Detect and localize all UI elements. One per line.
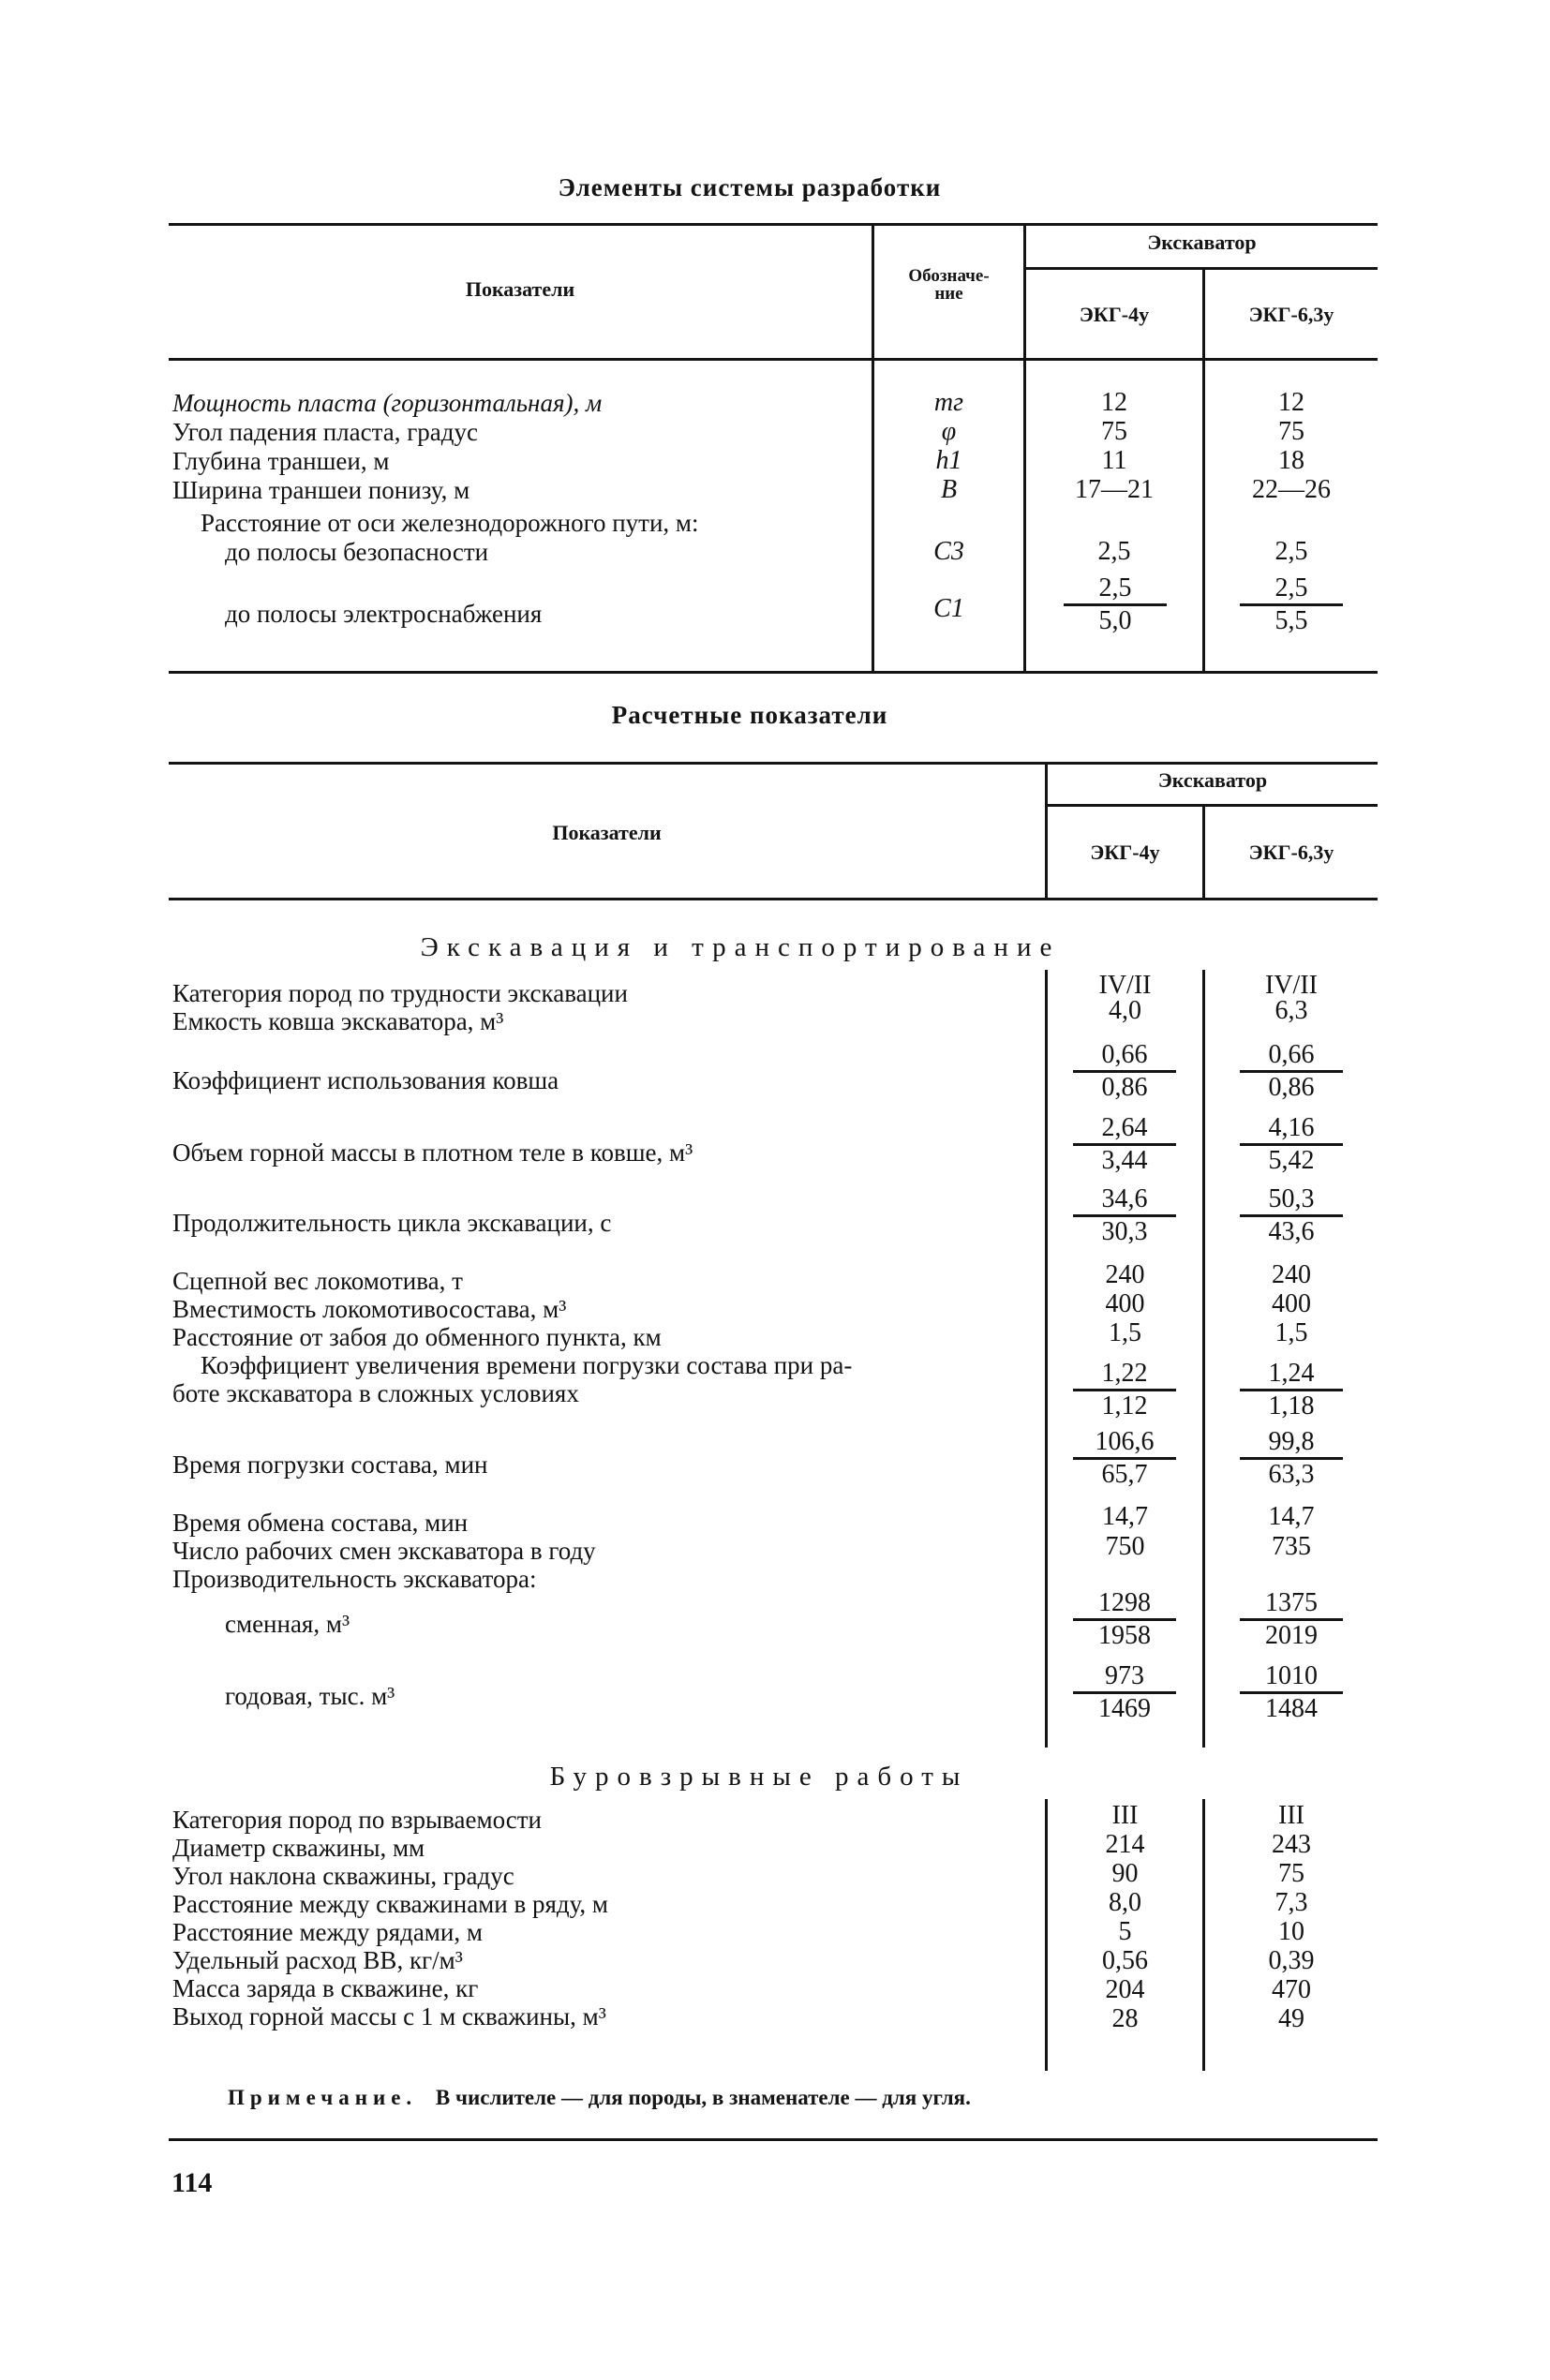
table-row-value: IV/II <box>1265 971 1318 1000</box>
table-row-value: 8,0 <box>1109 1888 1141 1917</box>
table-row-label: Ширина траншеи понизу, м <box>172 476 470 504</box>
table2-header-col1: ЭКГ-4у <box>1090 840 1160 864</box>
fraction-value: 2,64 3,44 <box>1073 1113 1176 1176</box>
table-row-value: 243 <box>1272 1830 1311 1859</box>
page-number: 114 <box>171 2167 213 2198</box>
table-row-label: до полосы безопасности <box>225 538 489 566</box>
table-row-value: 400 <box>1272 1289 1311 1318</box>
table-row-label: Расстояние между скважинами в ряду, м <box>172 1890 608 1918</box>
table-row-value: 0,39 <box>1268 1946 1315 1975</box>
table-row-value: III <box>1111 1801 1139 1830</box>
table1-header-mid-rule <box>1023 267 1378 270</box>
table-row-label: Удельный расход ВВ, кг/м³ <box>172 1946 463 1974</box>
table-row-label: Глубина траншеи, м <box>172 447 390 475</box>
table-row-value: 735 <box>1272 1532 1311 1561</box>
table1-bottom-rule <box>169 671 1378 674</box>
table-row-value: 49 <box>1278 2004 1304 2033</box>
table-row-value: 240 <box>1105 1260 1145 1289</box>
table-row-label: Время обмена состава, мин <box>172 1509 469 1537</box>
table-row-label: Продолжительность цикла экскавации, с <box>172 1209 612 1237</box>
table-row-value: 750 <box>1105 1532 1145 1561</box>
table-row-value: 12 <box>1278 388 1304 417</box>
fraction-value: 1298 1958 <box>1073 1588 1176 1651</box>
table1-col-sep-1 <box>872 223 874 671</box>
table-row-symbol: h1 <box>935 446 962 475</box>
fraction-value: 2,5 5,0 <box>1064 573 1167 636</box>
table1-header-col1: ЭКГ-4у <box>1079 303 1150 326</box>
fraction-value: 1,22 1,12 <box>1073 1359 1176 1421</box>
fraction-value: 34,6 30,3 <box>1073 1184 1176 1247</box>
fraction-value: 2,5 5,5 <box>1240 573 1343 636</box>
fraction-value: 0,66 0,86 <box>1073 1040 1176 1103</box>
table-row-symbol: φ <box>941 417 957 446</box>
table-row-label: Мощность пласта (горизонтальная), м <box>172 389 603 417</box>
table-row-value: 22—26 <box>1252 475 1331 504</box>
table-row-value: 6,3 <box>1274 996 1308 1025</box>
table-row-value: 5 <box>1118 1917 1132 1946</box>
fraction-value: 106,6 65,7 <box>1073 1427 1176 1490</box>
fraction-value: 99,8 63,3 <box>1240 1427 1343 1490</box>
fraction-value: 0,66 0,86 <box>1240 1040 1343 1103</box>
table-row-label: Производительность экскаватора: <box>172 1565 537 1593</box>
table-row-value: 11 <box>1101 446 1127 475</box>
table2-col-sep-2a <box>1202 970 1205 1748</box>
table2-header-mid-rule <box>1045 804 1378 807</box>
table1-title: Элементы системы разработки <box>558 173 942 201</box>
footnote-text: В числителе — для породы, в знаменателе — для угля. <box>435 2086 971 2109</box>
section-heading: Экскавация и транспортирование <box>420 932 1061 962</box>
table2-header-col2: ЭКГ-6,3у <box>1248 840 1334 864</box>
footnote <box>228 2086 971 2110</box>
fraction-value: 1010 1484 <box>1240 1661 1343 1724</box>
table-row-value: 14,7 <box>1268 1502 1315 1531</box>
footnote-prefix: Примечание. <box>228 2086 418 2109</box>
table-row-label: Угол падения пласта, градус <box>172 418 479 446</box>
table-row-value: 28 <box>1111 2004 1139 2033</box>
table1-header-designation: Обозначе- ние <box>908 266 990 304</box>
table-row-symbol: C3 <box>933 537 964 566</box>
table-row-value: IV/II <box>1098 971 1152 1000</box>
table-row-value: 7,3 <box>1274 1888 1308 1917</box>
table-row-label: боте экскаватора в сложных условиях <box>172 1379 579 1407</box>
table-row-symbol: C1 <box>933 594 964 623</box>
table-row-label: Категория пород по взрываемости <box>172 1806 543 1834</box>
table-row-label: Вместимость локомотивосостава, м³ <box>172 1295 567 1323</box>
table-row-value: 1,5 <box>1274 1318 1308 1347</box>
table-row-label: Число рабочих смен экскаватора в году <box>172 1537 596 1565</box>
table-row-value: 17—21 <box>1075 475 1154 504</box>
table-row-symbol: mг <box>933 388 964 417</box>
table-row-value: 240 <box>1272 1260 1311 1289</box>
table1-header-bottom-rule <box>169 358 1378 361</box>
table-row-value: 12 <box>1101 388 1127 417</box>
distance-subheader: Расстояние от оси железнодорожного пути, м: <box>201 509 699 537</box>
table-row-value: 90 <box>1111 1859 1139 1888</box>
fraction-value: 50,3 43,6 <box>1240 1184 1343 1247</box>
table2-bottom-rule <box>169 2138 1378 2141</box>
table-row-value: 2,5 <box>1097 537 1131 566</box>
table2-header-bottom-rule <box>169 898 1378 900</box>
table-row-label: до полосы электроснабжения <box>225 600 543 628</box>
table-row-label: Время погрузки состава, мин <box>172 1450 488 1479</box>
table-row-value: 204 <box>1105 1975 1145 2004</box>
table2-top-rule <box>169 762 1378 765</box>
table-row-value: 14,7 <box>1102 1502 1148 1531</box>
table-row-label: сменная, м³ <box>225 1610 350 1638</box>
table-row-label: Емкость ковша экскаватора, м³ <box>172 1007 504 1035</box>
table1-header-indicators: Показатели <box>465 277 575 301</box>
table-row-value: 4,0 <box>1109 996 1141 1025</box>
table-row-label: Расстояние между рядами, м <box>172 1918 483 1946</box>
table-row-label: Коэффициент увеличения времени погрузки состава при ра- <box>201 1351 853 1379</box>
table-row-label: Объем горной массы в плотном теле в ковше, м³ <box>172 1138 693 1167</box>
table-row-value: 75 <box>1278 417 1304 446</box>
fraction-value: 973 1469 <box>1073 1661 1176 1724</box>
table1-header-col2: ЭКГ-6,3у <box>1248 303 1334 326</box>
table-row-label: годовая, тыс. м³ <box>225 1682 395 1710</box>
table1-header-excavator: Экскаватор <box>1147 231 1257 254</box>
table-row-value: 1,5 <box>1109 1318 1141 1347</box>
table1-top-rule <box>169 223 1378 226</box>
table2-header-indicators: Показатели <box>552 821 662 844</box>
table-row-value: 2,5 <box>1274 537 1308 566</box>
table-row-symbol: B <box>940 475 958 504</box>
table2-title: Расчетные показатели <box>611 701 888 729</box>
table-row-value: III <box>1278 1801 1304 1830</box>
table-row-label: Коэффициент использования ковша <box>172 1066 559 1094</box>
table-row-value: 10 <box>1278 1917 1304 1946</box>
table-row-label: Сцепной вес локомотива, т <box>172 1267 463 1295</box>
table-row-label: Расстояние от забоя до обменного пункта, км <box>172 1323 662 1351</box>
table-row-value: 214 <box>1105 1830 1145 1859</box>
fraction-value: 1375 2019 <box>1240 1588 1343 1651</box>
table-row-value: 75 <box>1278 1859 1304 1888</box>
table-row-value: 0,56 <box>1102 1946 1148 1975</box>
table-row-value: 18 <box>1278 446 1304 475</box>
fraction-value: 4,16 5,42 <box>1240 1113 1343 1176</box>
table-row-label: Выход горной массы с 1 м скважины, м³ <box>172 2002 606 2030</box>
table-row-label: Угол наклона скважины, градус <box>172 1862 514 1890</box>
table-row-label: Диаметр скважины, мм <box>172 1834 425 1862</box>
table-row-value: 75 <box>1101 417 1127 446</box>
fraction-value: 1,24 1,18 <box>1240 1359 1343 1421</box>
section-heading: Буровзрывные работы <box>549 1762 969 1792</box>
table2-col-sep-1a <box>1045 970 1048 1748</box>
table2-header-excavator: Экскаватор <box>1157 768 1268 792</box>
table-row-label: Категория пород по трудности экскавации <box>172 979 628 1007</box>
table-row-value: 470 <box>1272 1975 1311 2004</box>
table-row-label: Масса заряда в скважине, кг <box>172 1974 479 2002</box>
table-row-value: 400 <box>1105 1289 1145 1318</box>
